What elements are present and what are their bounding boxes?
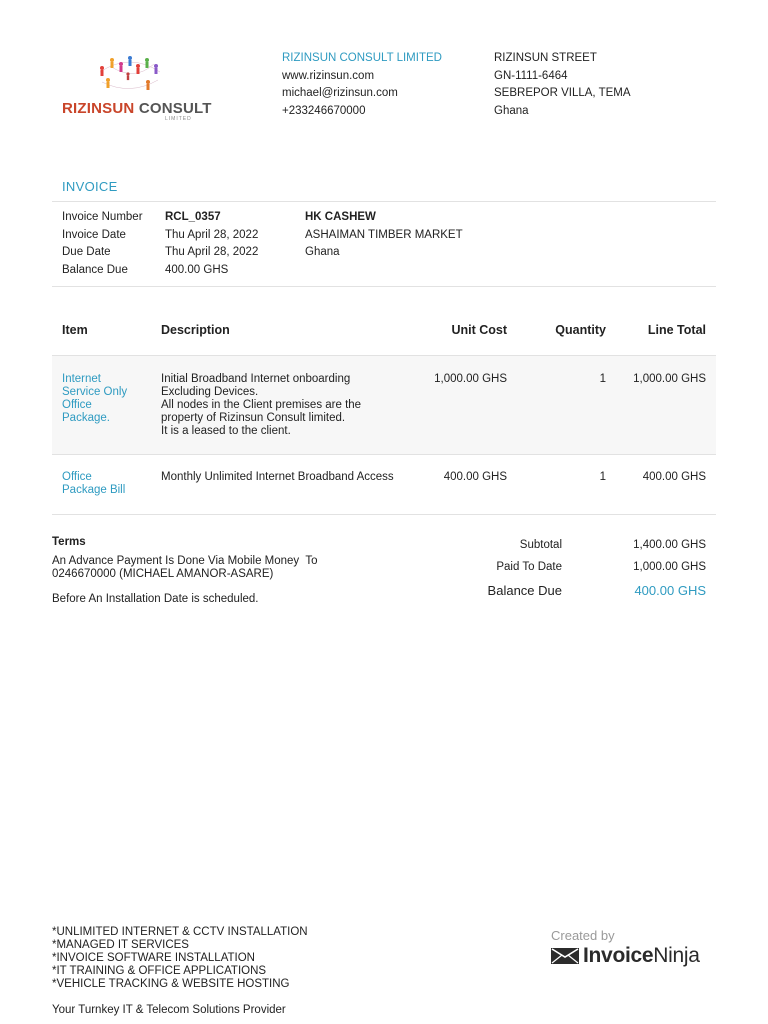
services-list (52, 926, 308, 991)
paid-value: 1,000.00 GHS (633, 561, 706, 573)
terms-text: An Advance Payment Is Done Via Mobile Money To 0246670000 (MICHAEL AMANOR-ASARE) (52, 555, 318, 580)
service-item: *MANAGED IT SERVICES (52, 939, 189, 951)
meta-label: Balance Due (62, 263, 128, 276)
logo-subtext: LIMITED (165, 116, 192, 122)
meta-row (62, 244, 305, 262)
divider (52, 286, 716, 287)
service-item: *VEHICLE TRACKING & WEBSITE HOSTING (52, 978, 290, 990)
balance-due-value: 400.00 GHS (165, 263, 229, 276)
item-line-total: 1,000.00 GHS (633, 373, 706, 385)
invoice-number: RCL_0357 (165, 211, 221, 223)
address-line: SEBREPOR VILLA, TEMA (494, 87, 631, 100)
address-line: GN-1111-6464 (494, 69, 568, 82)
company-logo (52, 48, 212, 128)
meta-label: Invoice Number (62, 211, 143, 223)
invoice-title: INVOICE (62, 179, 118, 194)
invoice-date: Thu April 28, 2022 (165, 228, 259, 241)
divider (52, 514, 716, 515)
client-name: HK CASHEW (305, 211, 376, 223)
item-name[interactable]: Office Package Bill (62, 471, 126, 496)
invoiceninja-logo[interactable] (550, 944, 700, 968)
client-details (305, 209, 463, 262)
balance-label: Balance Due (487, 583, 562, 598)
item-line-total: 400.00 GHS (642, 471, 706, 483)
meta-label: Invoice Date (62, 228, 126, 241)
people-network-icon (90, 52, 170, 100)
address-line: Ghana (494, 104, 529, 117)
company-name: RIZINSUN CONSULT LIMITED (282, 52, 442, 64)
company-website[interactable]: www.rizinsun.com (282, 69, 375, 82)
tagline: Your Turnkey IT & Telecom Solutions Provider (52, 1004, 286, 1016)
due-date: Thu April 28, 2022 (165, 246, 259, 259)
header-quantity: Quantity (555, 323, 606, 337)
subtotal-value: 1,400.00 GHS (633, 539, 706, 551)
company-email[interactable]: michael@rizinsun.com (282, 87, 398, 100)
header-line-total: Line Total (647, 323, 706, 337)
client-address-line: ASHAIMAN TIMBER MARKET (305, 228, 463, 241)
header-description: Description (161, 323, 230, 337)
item-unit-cost: 1,000.00 GHS (434, 373, 507, 385)
company-phone: +233246670000 (282, 104, 366, 117)
created-by-label: Created by (551, 928, 615, 943)
service-item: *IT TRAINING & OFFICE APPLICATIONS (52, 965, 267, 977)
item-unit-cost: 400.00 GHS (443, 471, 507, 483)
item-quantity: 1 (599, 373, 606, 385)
item-name[interactable]: Internet Service Only Office Package. (62, 373, 128, 424)
item-quantity: 1 (599, 471, 606, 483)
header-item: Item (62, 323, 88, 337)
subtotal-label: Subtotal (519, 539, 562, 551)
meta-row (62, 227, 305, 245)
table-row (52, 455, 716, 514)
invoiceninja-wordmark: InvoiceNinja (583, 944, 700, 967)
meta-label: Due Date (62, 246, 111, 259)
client-address-line: Ghana (305, 246, 340, 259)
invoice-meta (62, 209, 305, 279)
item-description: Initial Broadband Internet onboarding Excluding Devices. All nodes in the Client premises are the property of Rizinsun Consult limited. It is a leased to the client. (161, 373, 362, 437)
header-unit-cost: Unit Cost (451, 323, 507, 337)
table-row (52, 356, 716, 454)
items-table-header (52, 316, 716, 354)
company-address (494, 50, 631, 120)
company-details (282, 50, 442, 120)
terms-note: Before An Installation Date is scheduled. (52, 593, 259, 605)
service-item: *UNLIMITED INTERNET & CCTV INSTALLATION (52, 926, 308, 938)
item-description: Monthly Unlimited Internet Broadband Access (161, 471, 394, 483)
ninja-envelope-icon (550, 946, 580, 966)
paid-label: Paid To Date (496, 561, 562, 573)
balance-value: 400.00 GHS (634, 583, 706, 598)
divider (52, 201, 716, 202)
meta-row (62, 262, 305, 280)
address-line: RIZINSUN STREET (494, 52, 597, 64)
service-item: *INVOICE SOFTWARE INSTALLATION (52, 952, 255, 964)
logo-wordmark: RIZINSUN CONSULT (62, 100, 212, 117)
terms-title: Terms (52, 536, 86, 548)
meta-row (62, 209, 305, 227)
